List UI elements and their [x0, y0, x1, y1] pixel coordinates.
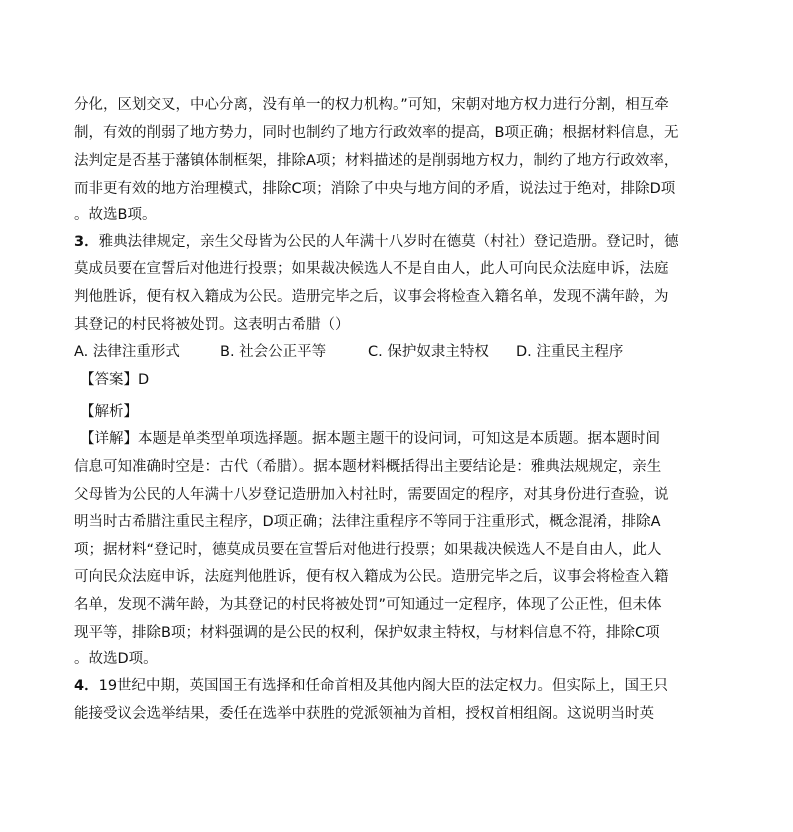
- question-4-number: 4．: [74, 678, 99, 694]
- para1-line-4: 而非更有效的地方治理模式，排除C项；消除了中央与地方间的矛盾，说法过于绝对，排除D项: [74, 181, 676, 197]
- analysis-line-4: 明当时古希腊注重民主程序，D项正确；法律注重程序不等同于注重形式，概念混淆，排除A: [74, 514, 661, 530]
- question-3-number: 3．: [74, 234, 99, 250]
- question-3-line-4: 其登记的村民将被处罚。这表明古希腊（）: [74, 317, 350, 333]
- para1-line-5: 。故选B项。: [74, 207, 157, 223]
- question-4-line-1: [74, 676, 668, 696]
- option-a: A. 法律注重形式: [74, 344, 180, 360]
- para1-line-1: 分化，区划交叉，中心分离，没有单一的权力机构。”可知，宋朝对地方权力进行分割，相互牵: [74, 97, 669, 113]
- para1-line-3: 法判定是否基于藩镇体制框架，排除A项；材料描述的是削弱地方权力，制约了地方行政效率，: [74, 153, 679, 169]
- question-3-text-1: 雅典法律规定，亲生父母皆为公民的人年满十八岁时在德莫（村社）登记造册。登记时，德: [98, 234, 679, 250]
- question-3-line-3: 判他胜诉，便有权入籍成为公民。造册完毕之后，议事会将检查入籍名单，发现不满年龄，为: [74, 289, 669, 305]
- analysis-label: 【详解】: [80, 431, 138, 447]
- analysis-line-1: [80, 429, 660, 449]
- analysis-line-5: 项；据材料“登记时，德莫成员要在宣誓后对他进行投票；如果裁决候选人不是自由人，此人: [74, 542, 662, 558]
- analysis-line-8: 现平等，排除B项；材料强调的是公民的权利，保护奴隶主特权，与材料信息不符，排除C项: [74, 625, 660, 641]
- answer: 【答案】D: [80, 372, 150, 388]
- question-4-line-2: 能接受议会选举结果，委任在选举中获胜的党派领袖为首相，授权首相组阁。这说明当时英: [74, 706, 654, 722]
- option-b: B. 社会公正平等: [220, 344, 327, 360]
- question-4-text-1: 19世纪中期，英国国王有选择和任命首相及其他内阁大臣的法定权力。但实际上，国王只: [98, 678, 669, 694]
- analysis-line-9: 。故选D项。: [74, 651, 158, 667]
- question-3-line-2: 莫成员要在宣誓后对他进行投票；如果裁决候选人不是自由人，此人可向民众法庭申诉，法庭: [74, 261, 669, 277]
- analysis-line-2: 信息可知准确时空是：古代（希腊）。据本题材料概括得出主要结论是：雅典法规规定，亲生: [74, 459, 662, 475]
- analysis-heading: 【解析】: [80, 404, 138, 420]
- analysis-text-1: 本题是单类型单项选择题。据本题主题干的设问词，可知这是本质题。据本题时间: [138, 431, 660, 447]
- analysis-line-7: 名单，发现不满年龄，为其登记的村民将被处罚”可知通过一定程序，体现了公正性，但未体: [74, 597, 662, 613]
- question-3-line-1: [74, 232, 679, 252]
- analysis-line-6: 可向民众法庭申诉，法庭判他胜诉，便有权入籍成为公民。造册完毕之后，议事会将检查入籍: [74, 569, 669, 585]
- option-c: C. 保护奴隶主特权: [368, 344, 489, 360]
- para1-line-2: 制，有效的削弱了地方势力，同时也制约了地方行政效率的提高，B项正确；根据材料信息，无: [74, 125, 679, 141]
- question-3-options: [74, 342, 634, 362]
- option-d: D. 注重民主程序: [516, 344, 624, 360]
- analysis-line-3: 父母皆为公民的人年满十八岁登记造册加入村社时，需要固定的程序，对其身份进行查验，说: [74, 487, 669, 503]
